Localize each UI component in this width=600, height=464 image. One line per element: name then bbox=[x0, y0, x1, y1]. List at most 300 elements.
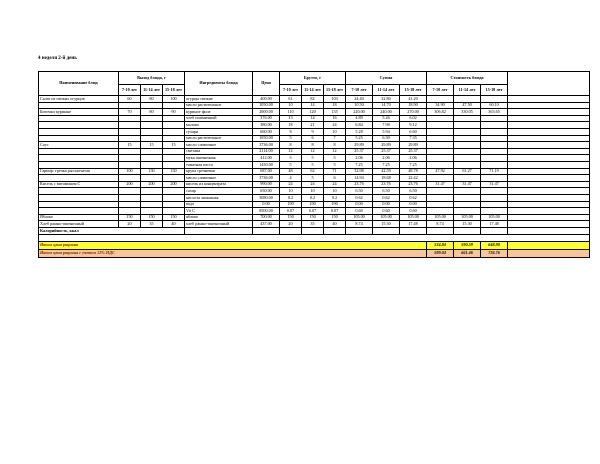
dish-yield-blank bbox=[141, 148, 163, 155]
dish-yield-blank bbox=[163, 135, 185, 142]
dish-cost: 31.47 bbox=[427, 181, 454, 188]
total-vat-value-7-10: 599.04 bbox=[427, 249, 454, 257]
dish-cost-blank bbox=[481, 201, 508, 208]
ingredient-gross: 24 bbox=[324, 181, 346, 188]
table-row bbox=[39, 175, 590, 182]
ingredient-name: сухари bbox=[185, 128, 253, 135]
ingredient-sum: 7.25 bbox=[400, 161, 427, 168]
ingredient-gross: 21 bbox=[302, 122, 324, 129]
dish-cost-blank bbox=[454, 128, 481, 135]
ingredient-price: 660.00 bbox=[253, 128, 280, 135]
dish-yield: 150 bbox=[163, 214, 185, 221]
dish-yield-blank bbox=[141, 194, 163, 201]
dish-yield: 90 bbox=[163, 109, 185, 116]
dish-cost-blank bbox=[481, 175, 508, 182]
ingredient-sum: 5.28 bbox=[346, 128, 373, 135]
dish-cost-blank bbox=[454, 122, 481, 129]
dish-name-blank bbox=[39, 115, 119, 122]
dish-yield-blank bbox=[141, 128, 163, 135]
ingredient-sum: 0.60 bbox=[400, 208, 427, 215]
ingredient-gross: 10 bbox=[324, 128, 346, 135]
dish-yield-blank bbox=[119, 175, 141, 182]
age-yield-1: 7-10 лет bbox=[119, 85, 141, 96]
row-blank bbox=[508, 122, 590, 129]
dish-yield: 150 bbox=[119, 214, 141, 221]
dish-cost-blank bbox=[427, 148, 454, 155]
dish-cost-blank bbox=[427, 188, 454, 195]
ingredient-sum: 2.06 bbox=[373, 155, 400, 162]
table-row bbox=[39, 168, 590, 175]
ingredient-name: масло сливочное bbox=[185, 175, 253, 182]
ingredient-gross: 8 bbox=[324, 142, 346, 149]
age-yield-3: 15-18 лет bbox=[163, 85, 185, 96]
ingredient-name: томатная паста bbox=[185, 161, 253, 168]
ingredient-name: хлеб пшеничный bbox=[185, 115, 253, 122]
ingredient-gross: 10 bbox=[302, 188, 324, 195]
age-gross-1: 7-10 лет bbox=[280, 85, 302, 96]
ingredient-sum: 41.20 bbox=[400, 96, 427, 103]
dish-cost-blank bbox=[427, 135, 454, 142]
table-row bbox=[39, 181, 590, 188]
ingredient-sum: 23.76 bbox=[346, 181, 373, 188]
dish-yield-blank bbox=[163, 161, 185, 168]
dish-cost: 47.92 bbox=[427, 168, 454, 175]
ingredient-gross: 9 bbox=[302, 128, 324, 135]
dish-name: Биточки куриные bbox=[39, 109, 119, 116]
ingredient-sum: 105.00 bbox=[400, 214, 427, 221]
dish-cost: 47.50 bbox=[454, 102, 481, 109]
dish-yield: 130 bbox=[141, 168, 163, 175]
ingredient-sum: 0.62 bbox=[346, 194, 373, 201]
ingredient-sum: 5.94 bbox=[373, 128, 400, 135]
dish-cost: 61.27 bbox=[454, 168, 481, 175]
header-dish: Наименование блюд bbox=[39, 72, 119, 96]
ingredient-gross: 0.2 bbox=[280, 194, 302, 201]
ingredient-gross: 82 bbox=[302, 96, 324, 103]
table-row bbox=[39, 161, 590, 168]
ingredient-sum: 48.78 bbox=[400, 168, 427, 175]
ingredient-sum: 0.60 bbox=[373, 208, 400, 215]
ingredient-sum: 270.00 bbox=[400, 109, 427, 116]
age-gross-2: 11-14 лет bbox=[302, 85, 324, 96]
row-blank bbox=[508, 194, 590, 201]
header-cost: Стоимость блюда bbox=[427, 72, 508, 85]
ingredient-price: 2114.00 bbox=[253, 148, 280, 155]
table-row bbox=[39, 148, 590, 155]
ingredient-gross: 5 bbox=[302, 175, 324, 182]
dish-cost: 31.47 bbox=[481, 181, 508, 188]
total-row bbox=[39, 241, 590, 249]
dish-name-blank bbox=[39, 161, 119, 168]
dish-yield: 40 bbox=[163, 221, 185, 228]
dish-yield: 60 bbox=[119, 96, 141, 103]
ingredient-gross: 120 bbox=[302, 109, 324, 116]
ingredient-price: 437.00 bbox=[253, 221, 280, 228]
dish-cost-blank bbox=[427, 128, 454, 135]
dish-yield-blank bbox=[163, 201, 185, 208]
ingredient-gross: 5 bbox=[302, 155, 324, 162]
age-sum-3: 15-18 лет bbox=[400, 85, 427, 96]
ingredient-price: 8500.00 bbox=[253, 208, 280, 215]
ingredient-gross: 35 bbox=[302, 221, 324, 228]
dish-cost: 17.48 bbox=[481, 221, 508, 228]
ingredient-sum: 220.00 bbox=[346, 109, 373, 116]
dish-cost-blank bbox=[427, 122, 454, 129]
dish-cost: 330.05 bbox=[454, 109, 481, 116]
dish-cost-blank bbox=[454, 188, 481, 195]
ingredient-price: 400.00 bbox=[253, 96, 280, 103]
ingredient-sum: 105.00 bbox=[373, 214, 400, 221]
dish-yield: 100 bbox=[163, 96, 185, 103]
dish-yield-blank bbox=[141, 155, 163, 162]
ingredient-sum: 29.89 bbox=[346, 142, 373, 149]
ingredient-sum: 17.48 bbox=[400, 221, 427, 228]
dish-name-blank bbox=[39, 128, 119, 135]
ingredient-price: 650.00 bbox=[253, 188, 280, 195]
dish-name-blank bbox=[39, 148, 119, 155]
ingredient-price: 990.00 bbox=[253, 181, 280, 188]
dish-yield: 20 bbox=[119, 221, 141, 228]
header-ingredients: Ингредиенты блюда bbox=[185, 72, 253, 96]
dish-cost-blank bbox=[481, 96, 508, 103]
dish-yield-blank bbox=[163, 115, 185, 122]
ingredient-gross: 18 bbox=[324, 102, 346, 109]
total-value-7-10: 534.84 bbox=[427, 241, 454, 249]
ingredient-gross: 24 bbox=[302, 181, 324, 188]
ingredient-gross: 5 bbox=[280, 161, 302, 168]
dish-cost-blank bbox=[454, 135, 481, 142]
table-row bbox=[39, 115, 590, 122]
ingredient-gross: 0.07 bbox=[324, 208, 346, 215]
row-blank bbox=[508, 96, 590, 103]
ingredient-gross: 48 bbox=[280, 168, 302, 175]
ingredient-sum: 14.94 bbox=[346, 175, 373, 182]
table-row bbox=[39, 109, 590, 116]
ingredient-name: куриное филе bbox=[185, 109, 253, 116]
ingredient-gross: 5 bbox=[324, 155, 346, 162]
ingredient-price: 1050.00 bbox=[253, 102, 280, 109]
dish-yield-blank bbox=[119, 194, 141, 201]
dish-cost bbox=[481, 142, 508, 149]
dish-cost-blank bbox=[481, 115, 508, 122]
dish-cost-blank bbox=[454, 115, 481, 122]
row-blank bbox=[508, 135, 590, 142]
ingredient-sum: 22.42 bbox=[400, 175, 427, 182]
dish-yield-blank bbox=[141, 115, 163, 122]
ingredient-sum: 5.25 bbox=[346, 135, 373, 142]
ingredient-gross: 0.2 bbox=[324, 194, 346, 201]
ingredient-sum: 6.84 bbox=[346, 122, 373, 129]
ingredient-gross: 5 bbox=[324, 161, 346, 168]
row-blank bbox=[508, 214, 590, 221]
age-sum-2: 11-14 лет bbox=[373, 85, 400, 96]
dish-yield-blank bbox=[119, 188, 141, 195]
dish-name-blank bbox=[39, 208, 119, 215]
dish-yield-blank bbox=[119, 122, 141, 129]
ingredient-gross: 0.07 bbox=[280, 208, 302, 215]
ingredient-sum: 0.00 bbox=[400, 201, 427, 208]
ingredient-gross: 0.2 bbox=[302, 194, 324, 201]
dish-cost-blank bbox=[481, 161, 508, 168]
ingredient-gross: 71 bbox=[324, 168, 346, 175]
ingredient-sum: 0.62 bbox=[400, 194, 427, 201]
ingredient-sum: 23.76 bbox=[400, 181, 427, 188]
age-yield-2: 11-14 лет bbox=[141, 85, 163, 96]
ingredient-gross: 16 bbox=[324, 115, 346, 122]
ingredient-sum: 5.26 bbox=[373, 115, 400, 122]
dish-name-blank bbox=[39, 122, 119, 129]
header-sum: Сумма bbox=[346, 72, 427, 85]
table-row bbox=[39, 208, 590, 215]
ingredient-sum: 8.74 bbox=[346, 221, 373, 228]
ingredient-gross: 190 bbox=[280, 201, 302, 208]
dish-yield: 200 bbox=[163, 181, 185, 188]
dish-cost: 363.65 bbox=[481, 109, 508, 116]
ingredient-gross: 150 bbox=[302, 214, 324, 221]
header-gross: Брутто, г bbox=[280, 72, 346, 85]
dish-cost bbox=[427, 142, 454, 149]
row-blank bbox=[508, 155, 590, 162]
ingredient-sum: 6.30 bbox=[373, 135, 400, 142]
age-gross-3: 15-18 лет bbox=[324, 85, 346, 96]
calories-label: Калорийность, ккал bbox=[39, 227, 185, 235]
dish-cost-blank bbox=[454, 161, 481, 168]
age-cost-1: 7-10 лет bbox=[427, 85, 454, 96]
dish-yield-blank bbox=[163, 102, 185, 109]
row-blank bbox=[508, 161, 590, 168]
ingredient-gross: 61 bbox=[280, 96, 302, 103]
table-row bbox=[39, 96, 590, 103]
ingredient-gross: 7 bbox=[324, 135, 346, 142]
dish-cost: 105.00 bbox=[481, 214, 508, 221]
dish-yield: 80 bbox=[141, 109, 163, 116]
dish-yield-blank bbox=[119, 155, 141, 162]
ingredient-sum: 25.37 bbox=[346, 148, 373, 155]
total-vat-value-11-14: 661.46 bbox=[454, 249, 481, 257]
ingredient-price: 687.00 bbox=[253, 168, 280, 175]
dish-yield-blank bbox=[141, 135, 163, 142]
dish-yield: 150 bbox=[163, 168, 185, 175]
ingredient-price: 700.00 bbox=[253, 214, 280, 221]
dish-cost-blank bbox=[481, 194, 508, 201]
ingredient-name: яблоко bbox=[185, 214, 253, 221]
total-label: Итого цена рациона bbox=[39, 241, 427, 249]
dish-name: Кисель с витамином С bbox=[39, 181, 119, 188]
table-row bbox=[39, 102, 590, 109]
dish-cost: 15.30 bbox=[454, 221, 481, 228]
dish-yield-blank bbox=[119, 208, 141, 215]
ingredient-sum: 25.37 bbox=[373, 148, 400, 155]
ingredient-gross: 10 bbox=[280, 188, 302, 195]
age-cost-3: 15-18 лет bbox=[481, 85, 508, 96]
ingredient-price: 3736.00 bbox=[253, 142, 280, 149]
dish-yield: 200 bbox=[141, 181, 163, 188]
ingredient-gross: 18 bbox=[280, 122, 302, 129]
ingredient-price: 3736.00 bbox=[253, 175, 280, 182]
header-price: Цена bbox=[253, 72, 280, 96]
dish-cost-blank bbox=[481, 128, 508, 135]
table-row bbox=[39, 155, 590, 162]
dish-yield-blank bbox=[119, 115, 141, 122]
dish-yield-blank bbox=[119, 128, 141, 135]
menu-body bbox=[39, 96, 590, 228]
row-blank bbox=[508, 188, 590, 195]
ingredient-gross: 6 bbox=[324, 175, 346, 182]
dish-cost-blank bbox=[454, 208, 481, 215]
ingredient-sum: 24.40 bbox=[346, 96, 373, 103]
dish-cost: 34.90 bbox=[427, 102, 454, 109]
age-cost-2: 11-14 лет bbox=[454, 85, 481, 96]
ingredient-sum: 42.59 bbox=[373, 168, 400, 175]
ingredient-price: 380.00 bbox=[253, 122, 280, 129]
ingredient-price: 0.00 bbox=[253, 201, 280, 208]
dish-name: Салат из свежих огурцов bbox=[39, 96, 119, 103]
table-row bbox=[39, 201, 590, 208]
dish-yield: 150 bbox=[141, 214, 163, 221]
total-vat-value-15-18: 726.76 bbox=[481, 249, 508, 257]
dish-yield-blank bbox=[163, 188, 185, 195]
ingredient-sum: 7.25 bbox=[373, 161, 400, 168]
dish-cost-blank bbox=[454, 148, 481, 155]
dish-cost-blank bbox=[427, 155, 454, 162]
ingredient-sum: 240.00 bbox=[373, 109, 400, 116]
dish-cost-blank bbox=[454, 194, 481, 201]
dish-name-blank bbox=[39, 201, 119, 208]
ingredient-price: 1450.00 bbox=[253, 161, 280, 168]
dish-yield-blank bbox=[119, 148, 141, 155]
dish-yield-blank bbox=[119, 102, 141, 109]
ingredient-sum: 29.89 bbox=[400, 142, 427, 149]
ingredient-sum: 105.00 bbox=[346, 214, 373, 221]
ingredient-sum: 25.37 bbox=[400, 148, 427, 155]
ingredient-gross: 24 bbox=[324, 122, 346, 129]
total-vat-label: Итого цена рациона с учетом 12% НДС bbox=[39, 249, 427, 257]
ingredient-gross: 8 bbox=[280, 128, 302, 135]
dish-cost-blank bbox=[481, 135, 508, 142]
row-blank bbox=[508, 181, 590, 188]
ingredient-sum: 15.30 bbox=[373, 221, 400, 228]
row-blank bbox=[508, 102, 590, 109]
dish-cost-blank bbox=[454, 155, 481, 162]
dish-yield-blank bbox=[163, 148, 185, 155]
table-row bbox=[39, 188, 590, 195]
ingredient-name: хлеб ржано-пшеничный bbox=[185, 221, 253, 228]
page-title: 4 неделя 2-й день bbox=[38, 56, 77, 61]
dish-cost-blank bbox=[427, 161, 454, 168]
ingredient-sum: 6.50 bbox=[346, 188, 373, 195]
ingredient-gross: 5 bbox=[280, 135, 302, 142]
dish-name: Яблоко bbox=[39, 214, 119, 221]
ingredient-gross: 0.07 bbox=[302, 208, 324, 215]
age-sum-1: 7-10 лет bbox=[346, 85, 373, 96]
ingredient-gross: 12 bbox=[324, 148, 346, 155]
ingredient-price: 412.00 bbox=[253, 155, 280, 162]
dish-yield-blank bbox=[141, 208, 163, 215]
total-value-15-18: 648.90 bbox=[481, 241, 508, 249]
ingredient-name: сахар bbox=[185, 188, 253, 195]
ingredient-sum: 4.89 bbox=[346, 115, 373, 122]
dish-cost-blank bbox=[454, 201, 481, 208]
dish-name: Хлеб ржано-пшеничный bbox=[39, 221, 119, 228]
dish-yield: 15 bbox=[163, 142, 185, 149]
ingredient-sum: 6.50 bbox=[373, 188, 400, 195]
dish-yield: 70 bbox=[119, 109, 141, 116]
ingredient-price: 376.00 bbox=[253, 115, 280, 122]
dish-cost-blank bbox=[427, 115, 454, 122]
ingredient-gross: 20 bbox=[280, 221, 302, 228]
ingredient-gross: 135 bbox=[324, 109, 346, 116]
ingredient-sum: 9.12 bbox=[400, 122, 427, 129]
dish-name-blank bbox=[39, 194, 119, 201]
ingredient-name: крупа гречневая bbox=[185, 168, 253, 175]
dish-cost: 31.47 bbox=[454, 181, 481, 188]
ingredient-gross: 12 bbox=[280, 148, 302, 155]
row-blank bbox=[508, 221, 590, 228]
dish-yield-blank bbox=[163, 128, 185, 135]
row-blank bbox=[508, 128, 590, 135]
ingredient-name: сметана bbox=[185, 148, 253, 155]
dish-yield: 80 bbox=[141, 96, 163, 103]
ingredient-sum: 18.90 bbox=[400, 102, 427, 109]
dish-cost-blank bbox=[481, 122, 508, 129]
dish-name-blank bbox=[39, 188, 119, 195]
ingredient-name: масло растительное bbox=[185, 102, 253, 109]
ingredient-gross: 103 bbox=[324, 96, 346, 103]
dish-cost-blank bbox=[481, 208, 508, 215]
dish-yield: 15 bbox=[141, 142, 163, 149]
ingredient-price: 2000.00 bbox=[253, 109, 280, 116]
menu-cost-table bbox=[38, 71, 590, 258]
dish-yield-blank bbox=[119, 161, 141, 168]
dish-yield-blank bbox=[141, 161, 163, 168]
dish-cost-blank bbox=[427, 175, 454, 182]
ingredient-gross: 150 bbox=[280, 214, 302, 221]
ingredient-gross: 5 bbox=[302, 161, 324, 168]
ingredient-gross: 150 bbox=[324, 214, 346, 221]
dish-name-blank bbox=[39, 175, 119, 182]
ingredient-gross: 62 bbox=[302, 168, 324, 175]
dish-cost-blank bbox=[427, 208, 454, 215]
calories-row bbox=[39, 227, 590, 235]
header-blank bbox=[508, 72, 590, 96]
total-vat-row bbox=[39, 249, 590, 257]
dish-name: Соус bbox=[39, 142, 119, 149]
dish-yield: 15 bbox=[119, 142, 141, 149]
ingredient-sum: 2.06 bbox=[346, 155, 373, 162]
dish-cost-blank bbox=[481, 155, 508, 162]
ingredient-sum: 7.35 bbox=[400, 135, 427, 142]
ingredient-gross: 110 bbox=[280, 109, 302, 116]
ingredient-sum: 7.98 bbox=[373, 122, 400, 129]
row-blank bbox=[508, 208, 590, 215]
row-blank bbox=[508, 115, 590, 122]
ingredient-sum: 6.02 bbox=[400, 115, 427, 122]
table-row bbox=[39, 194, 590, 201]
dish-cost-blank bbox=[427, 201, 454, 208]
dish-name-blank bbox=[39, 155, 119, 162]
ingredient-gross: 14 bbox=[302, 115, 324, 122]
ingredient-name: кислота лимонная bbox=[185, 194, 253, 201]
dish-yield-blank bbox=[163, 175, 185, 182]
ingredient-gross: 5 bbox=[280, 155, 302, 162]
ingredient-gross: 40 bbox=[324, 221, 346, 228]
ingredient-gross: 10 bbox=[280, 102, 302, 109]
dish-cost-blank bbox=[427, 96, 454, 103]
dish-cost-blank bbox=[454, 175, 481, 182]
dish-yield-blank bbox=[141, 122, 163, 129]
dish-cost bbox=[454, 142, 481, 149]
total-value-11-14: 590.59 bbox=[454, 241, 481, 249]
